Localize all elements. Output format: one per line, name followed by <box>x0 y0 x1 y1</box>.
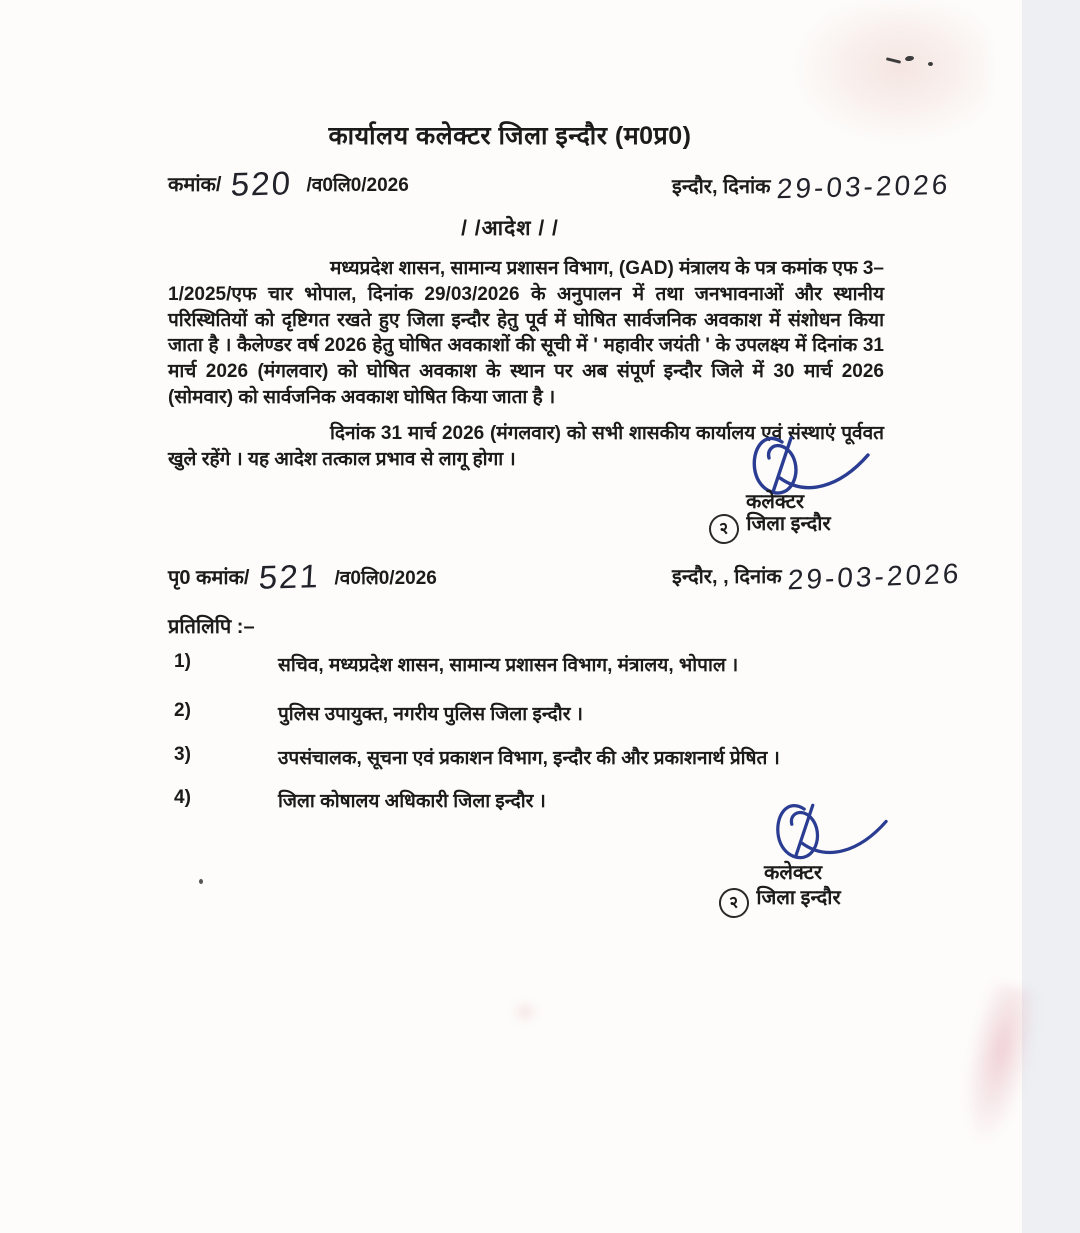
circled-2-mark-icon: २ <box>717 885 753 921</box>
collector-signature-icon <box>768 800 888 860</box>
copy-item-text: सचिव, मध्यप्रदेश शासन, सामान्य प्रशासन विभाग, मंत्रालय, भोपाल । <box>278 655 739 676</box>
order-heading: / /आदेश / / <box>461 217 559 240</box>
place-date-row <box>672 168 951 205</box>
endorsement-number-label: पृ0 कमांक/ <box>168 567 250 589</box>
signatory-office <box>685 883 875 918</box>
copy-item-number: 2) <box>174 700 191 721</box>
scanner-edge-band <box>1022 0 1080 1233</box>
copy-item-text: पुलिस उपायुक्त, नगरीय पुलिस जिला इन्दौर । <box>278 704 583 725</box>
order-body-paragraph-1: मध्यप्रदेश शासन, सामान्य प्रशासन विभाग, (GAD) मंत्रालय के पत्र कमांक एफ 3–1/2025/एफ चार भोपाल, दिनांक 29/03/2026 के अनुपालन में तथा जनभावनाओं और स्थानीय परिस्थितियों को दृष्टिगत रखते हुए जिला इन्दौर हेतु पूर्व में घोषित सार्वजनिक अवकाश में संशोधन किया जाता है । कैलेण्डर वर्ष 2026 हेतु घोषित अवकाशों की सूची में ' महावीर जयंती ' के उपलक्ष्य में दिनांक 31 मार्च 2026 (मंगलवार) को घोषित अवकाश के स्थान पर अब संपूर्ण इन्दौर जिले में 30 मार्च 2026 (सोमवार) को सार्वजनिक अवकाश घोषित किया जाता है । <box>168 258 884 408</box>
signatory-designation: कलेक्टर <box>745 491 805 513</box>
stray-pen-mark <box>905 55 915 61</box>
endorsement-number-suffix: /व0लि0/2026 <box>334 568 437 589</box>
stray-ink-dot <box>199 879 203 884</box>
reference-number-row <box>168 164 409 203</box>
place-date-label: इन्दौर, दिनांक <box>672 176 771 198</box>
circled-2-mark-icon: २ <box>707 511 743 547</box>
endorsement-place-date-row <box>672 557 962 596</box>
handwritten-ref-number: 520 <box>230 164 294 203</box>
copy-item-number: 4) <box>174 787 191 808</box>
signatory-office-label: जिला इन्दौर <box>756 887 841 909</box>
order-body-paragraph-2: दिनांक 31 मार्च 2026 (मंगलवार) को सभी शासकीय कार्यालय एवं संस्थाएं पूर्ववत खुले रहेंगे । यह आदेश तत्काल प्रभाव से लागू होगा । <box>168 423 884 470</box>
ref-number-label: कमांक/ <box>168 174 222 196</box>
stray-pen-mark <box>928 62 933 66</box>
collector-signature-icon <box>744 433 870 495</box>
handwritten-endorsement-date: 29-03-2026 <box>786 557 962 596</box>
stray-pen-mark <box>886 57 901 64</box>
signatory-office <box>675 509 865 544</box>
pink-smudge-center-bottom <box>512 1002 538 1022</box>
copy-item-text: उपसंचालक, सूचना एवं प्रकाशन विभाग, इन्दौर की और प्रकाशनार्थ प्रेषित । <box>278 748 780 769</box>
ref-number-suffix: /व0लि0/2026 <box>306 175 409 196</box>
endorsement-place-date-label: इन्दौर, , दिनांक <box>672 566 782 588</box>
handwritten-date: 29-03-2026 <box>775 168 951 205</box>
signatory-office-label: जिला इन्दौर <box>746 513 831 535</box>
copy-to-heading: प्रतिलिपि :– <box>168 616 255 638</box>
handwritten-endorsement-number: 521 <box>258 557 322 596</box>
signatory-designation: कलेक्टर <box>763 862 823 884</box>
copy-item-number: 1) <box>174 651 191 672</box>
endorsement-number-row <box>168 557 437 596</box>
office-letterhead-title: कार्यालय कलेक्टर जिला इन्दौर (म0प्र0) <box>328 122 692 150</box>
copy-item-number: 3) <box>174 744 191 765</box>
copy-item-text: जिला कोषालय अधिकारी जिला इन्दौर । <box>278 791 546 812</box>
